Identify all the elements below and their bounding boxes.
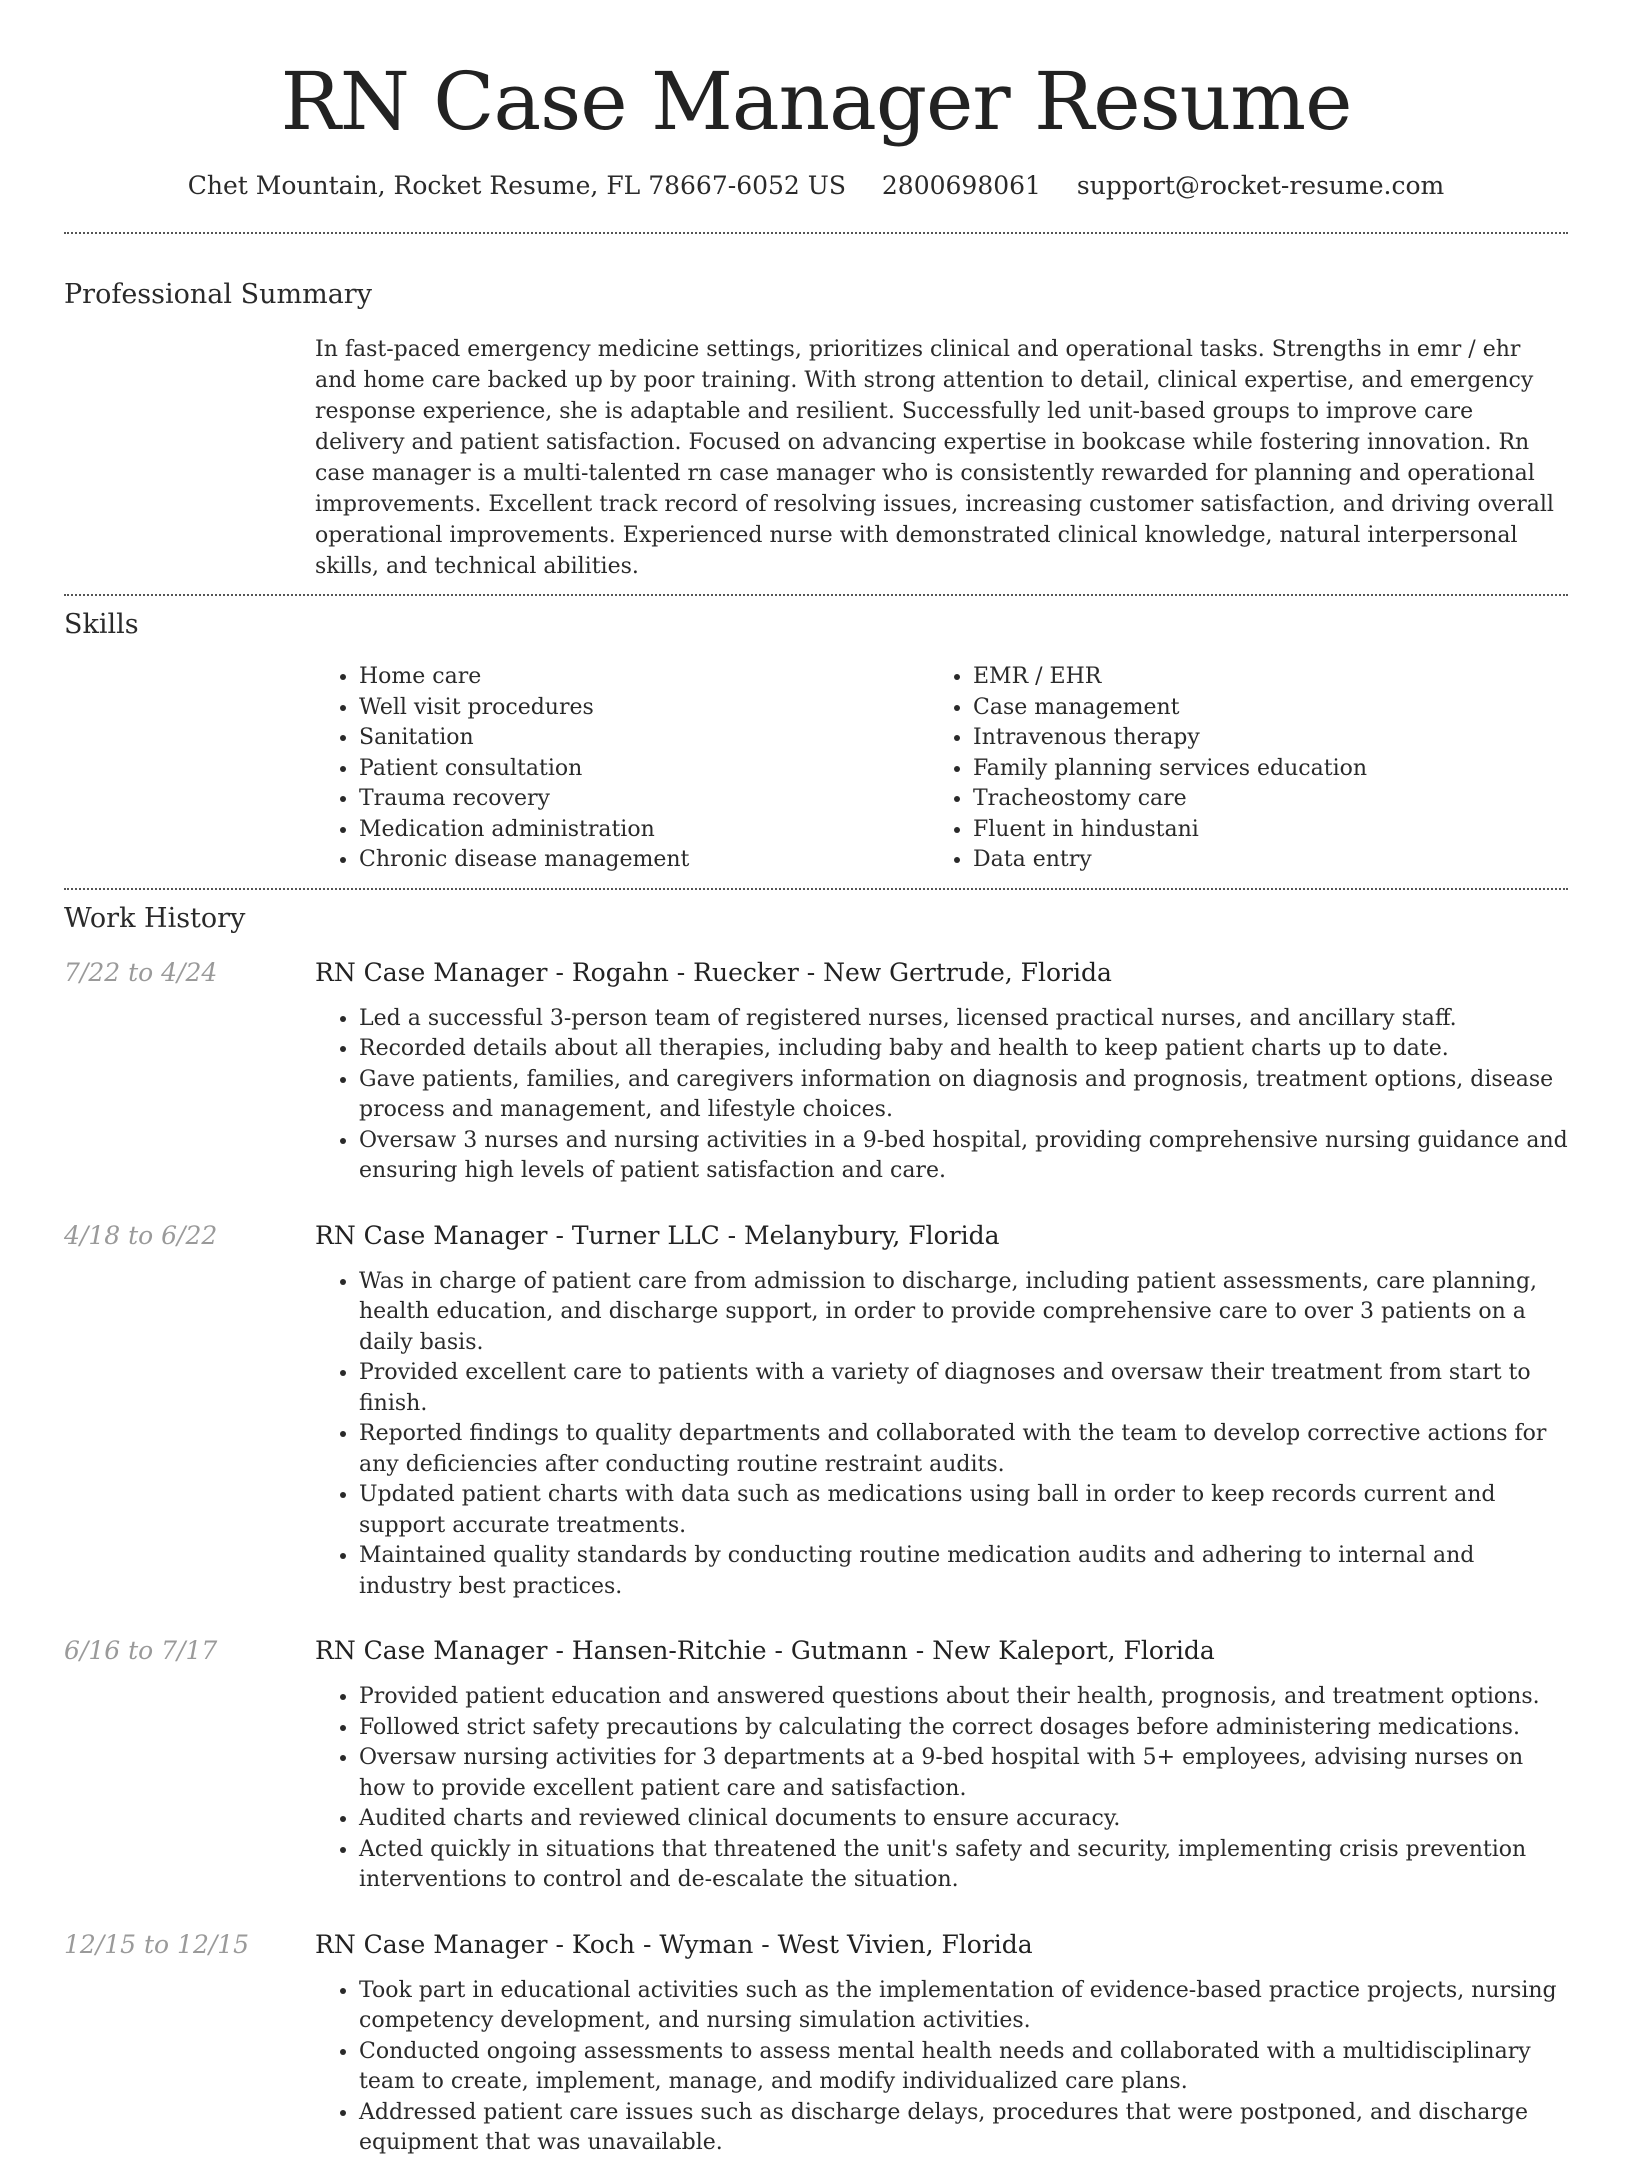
job-header (64, 1219, 1568, 1253)
job-bullets (315, 1004, 1568, 1187)
job-title: RN Case Manager - Koch - Wyman - West Vivien, Florida (315, 1929, 1033, 1959)
list-item: • EMR / EHR (973, 662, 1543, 693)
list-item: • Tracheostomy care (973, 784, 1543, 815)
list-item: • Data entry (973, 845, 1543, 876)
list-item: • Case management (973, 693, 1543, 724)
resume-page (64, 0, 1568, 2159)
list-item: • Fluent in hindustani (973, 815, 1543, 846)
job-title: RN Case Manager - Rogahn - Ruecker - New Gertrude, Florida (315, 957, 1112, 987)
skills-list (315, 662, 1568, 876)
job-bullets (315, 1682, 1568, 1896)
skills-column-left (315, 662, 929, 876)
list-item: • Sanitation (359, 723, 929, 754)
divider (64, 232, 1568, 234)
list-item: • Reported findings to quality departments and collaborated with the team to develop corrective actions for any deficiencies after conducting routine restraint audits. (359, 1419, 1568, 1480)
list-item: • Conducted ongoing assessments to assess mental health needs and collaborated with a multidisciplinary team to create, implement, manage, and modify individualized care plans. (359, 2037, 1568, 2098)
job-header (64, 956, 1568, 990)
job-bullets (315, 1976, 1568, 2159)
email: support@rocket-resume.com (1076, 171, 1445, 200)
list-item: • Followed strict safety precautions by calculating the correct dosages before administering medications. (359, 1713, 1568, 1744)
job-dates: 12/15 to 12/15 (64, 1929, 250, 1959)
job-entry (64, 956, 1568, 1187)
job-bullets (315, 1267, 1568, 1603)
list-item: • Was in charge of patient care from admission to discharge, including patient assessments, care planning, health education, and discharge support, in order to provide comprehensive care to over 3 patients on a daily basis. (359, 1267, 1568, 1359)
address: Chet Mountain, Rocket Resume, FL 78667-6052 US (187, 171, 846, 200)
work-history-heading: Work History (64, 902, 246, 934)
job-header (64, 1928, 1568, 1962)
list-item: • Updated patient charts with data such as medications using ball in order to keep records current and support accurate treatments. (359, 1480, 1568, 1541)
list-item: • Chronic disease management (359, 845, 929, 876)
list-item: • Oversaw nursing activities for 3 departments at a 9-bed hospital with 5+ employees, advising nurses on how to provide excellent patient care and satisfaction. (359, 1743, 1568, 1804)
divider (64, 888, 1568, 890)
list-item: • Patient consultation (359, 754, 929, 785)
divider (64, 594, 1568, 596)
work-history-list (64, 956, 1568, 2159)
list-item: • Audited charts and reviewed clinical documents to ensure accuracy. (359, 1804, 1568, 1835)
list-item: • Gave patients, families, and caregivers information on diagnosis and prognosis, treatment options, disease process and management, and lifestyle choices. (359, 1065, 1568, 1126)
list-item: • Intravenous therapy (973, 723, 1543, 754)
job-dates: 6/16 to 7/17 (64, 1636, 218, 1665)
list-item: • Addressed patient care issues such as discharge delays, procedures that were postponed, and discharge equipment that was unavailable. (359, 2098, 1568, 2159)
job-dates: 4/18 to 6/22 (64, 1220, 218, 1250)
list-item: • Acted quickly in situations that threatened the unit's safety and security, implementing crisis prevention interventions to control and de-escalate the situation. (359, 1835, 1568, 1896)
job-title: RN Case Manager - Turner LLC - Melanybury, Florida (315, 1220, 1000, 1250)
list-item: • Provided excellent care to patients with a variety of diagnoses and oversaw their treatment from start to finish. (359, 1358, 1568, 1419)
list-item: • Well visit procedures (359, 693, 929, 724)
job-entry (64, 1219, 1568, 1603)
job-title: RN Case Manager - Hansen-Ritchie - Gutmann - New Kaleport, Florida (315, 1636, 1215, 1665)
phone: 2800698061 (881, 171, 1041, 200)
list-item: • Maintained quality standards by conducting routine medication audits and adhering to internal and industry best practices. (359, 1541, 1568, 1602)
job-entry (64, 1634, 1568, 1896)
summary-heading: Professional Summary (64, 279, 372, 310)
job-header (64, 1634, 1568, 1668)
contact-line (64, 170, 1568, 202)
list-item: • Provided patient education and answered questions about their health, prognosis, and treatment options. (359, 1682, 1568, 1713)
list-item: • Oversaw 3 nurses and nursing activities in a 9-bed hospital, providing comprehensive nursing guidance and ensuring high levels of patient satisfaction and care. (359, 1126, 1568, 1187)
list-item: • Family planning services education (973, 754, 1543, 785)
job-entry (64, 1928, 1568, 2159)
summary-text: In fast-paced emergency medicine settings, prioritizes clinical and operational tasks. Strengths in emr / ehr and home care backed up by poor training. With strong attention to detail, clinical expertise, and emergency response experience, she is adaptable and resilient. Successfully led unit-based groups to improve care delivery and patient satisfaction. Focused on advancing expertise in bookcase while fostering innovation. Rn case manager is a multi-talented rn case manager who is consistently rewarded for planning and operational improvements. Excellent track record of resolving issues, increasing customer satisfaction, and driving overall operational improvements. Experienced nurse with demonstrated clinical knowledge, natural interpersonal skills, and technical abilities. (315, 337, 1554, 579)
page-title: RN Case Manager Resume (280, 55, 1352, 148)
list-item: • Led a successful 3-person team of registered nurses, licensed practical nurses, and ancillary staff. (359, 1004, 1568, 1035)
skills-heading: Skills (64, 609, 139, 640)
job-dates: 7/22 to 4/24 (64, 957, 218, 987)
list-item: • Took part in educational activities such as the implementation of evidence-based practice projects, nursing competency development, and nursing simulation activities. (359, 1976, 1568, 2037)
list-item: • Trauma recovery (359, 784, 929, 815)
skills-column-right (929, 662, 1543, 876)
list-item: • Home care (359, 662, 929, 693)
list-item: • Recorded details about all therapies, including baby and health to keep patient charts up to date. (359, 1034, 1568, 1065)
list-item: • Medication administration (359, 815, 929, 846)
